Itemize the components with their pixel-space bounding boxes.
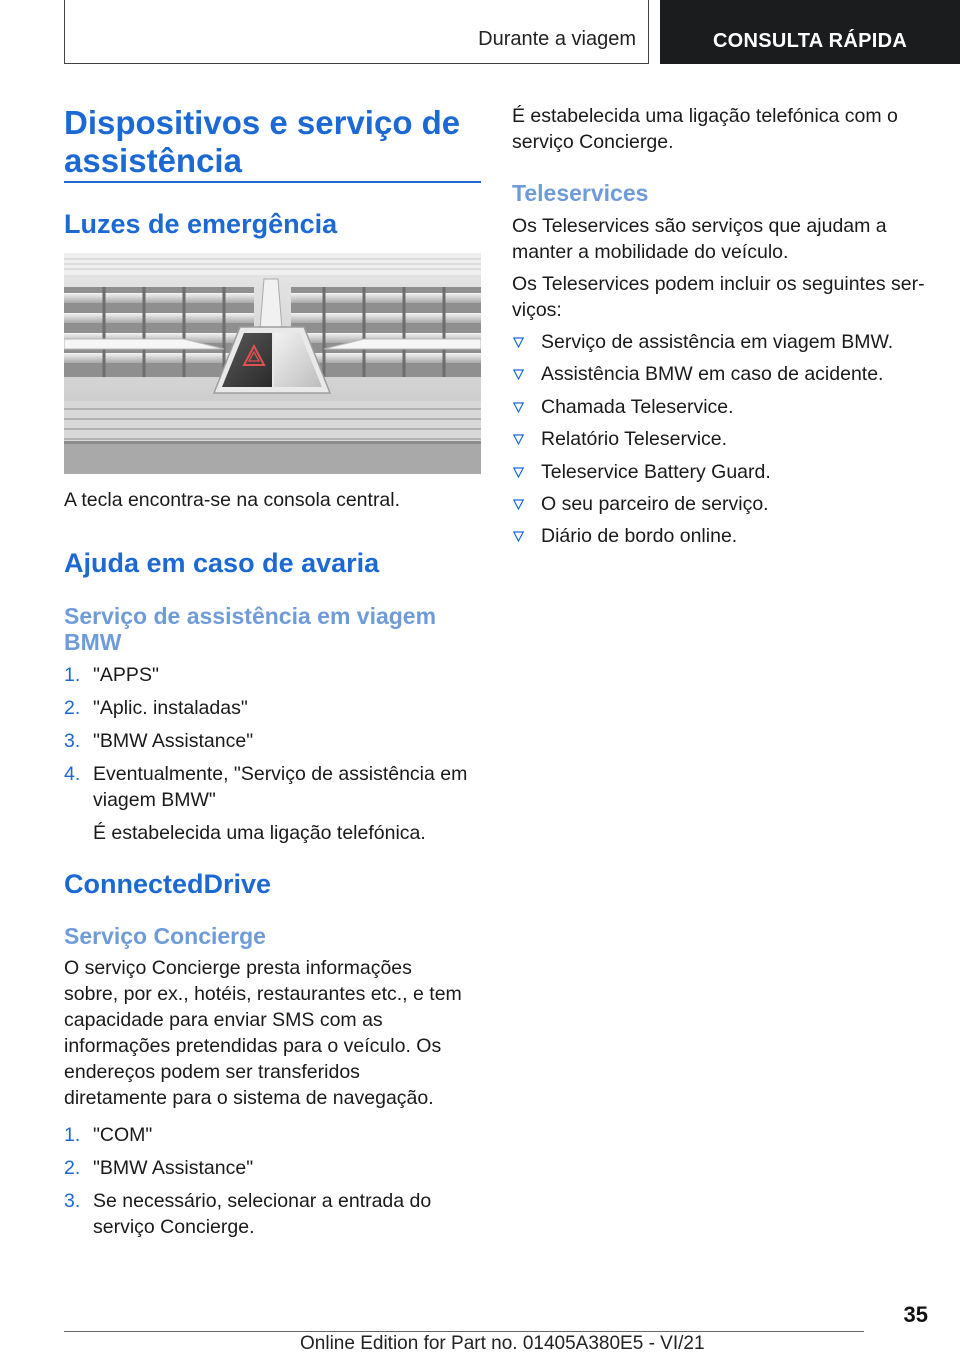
list-item: 2. "BMW Assistance": [64, 1157, 254, 1179]
list-item: 2. "Aplic. instaladas": [64, 697, 248, 719]
breakdown-steps: [64, 662, 481, 853]
triangle-bullet-icon: [513, 434, 524, 445]
page-number: 35: [903, 1302, 928, 1327]
concierge-connection-note: É estabelecida uma ligação telefónica com o serviço Concierge.: [512, 105, 898, 153]
step-note: É estabelecida uma ligação telefónica.: [93, 822, 426, 844]
page-title: Dispositivos e serviço de assistência: [64, 104, 461, 179]
concierge-description: O serviço Concierge presta informações sobre, por ex., hotéis, restaurantes etc., e tem capacidade para enviar SMS com as informações pretendidas para o veículo. Os endereços podem ser transferidos diretamente para o sistema de navegação.: [64, 957, 462, 1109]
list-item: 1. "COM": [64, 1124, 153, 1146]
triangle-bullet-icon: [513, 337, 524, 348]
list-item: Diário de bordo online.: [512, 523, 928, 549]
teleservices-description: Os Teleservices são serviços que ajudam a manter a mobilidade do veículo.: [512, 215, 887, 263]
header-frame: [64, 0, 649, 64]
triangle-bullet-icon: [513, 499, 524, 510]
footer-rule: [64, 1331, 864, 1332]
teleservices-heading: Teleservices: [512, 180, 649, 206]
connecteddrive-heading: ConnectedDrive: [64, 869, 272, 899]
list-item: 1. "APPS": [64, 664, 159, 686]
breakdown-heading: Ajuda em caso de avaria: [64, 548, 380, 578]
triangle-bullet-icon: [513, 402, 524, 413]
hazard-lights-heading: Luzes de emergência: [64, 209, 338, 239]
list-item: Relatório Teleservice.: [512, 426, 928, 452]
quick-reference-tab[interactable]: [660, 0, 960, 64]
list-item: Assistência BMW em caso de acidente.: [512, 361, 928, 387]
list-item: Serviço de assistência em viagem BMW.: [512, 329, 928, 355]
section-label: Durante a viagem: [478, 28, 636, 50]
concierge-subheading: Serviço Concierge: [64, 923, 266, 949]
edition-footer: Online Edition for Part no. 01405A380E5 - VI/21: [300, 1333, 705, 1354]
list-item: Chamada Teleservice.: [512, 394, 928, 420]
list-item: 3. Se necessário, selecionar a entrada do serviço Concierge.: [64, 1190, 432, 1238]
list-item: 4. Eventualmente, "Serviço de assistência em viagem BMW" É estabelecida uma ligação telefónica.: [64, 761, 481, 846]
teleservices-services-intro: Os Teleservices podem incluir os seguintes serviços:: [512, 273, 925, 321]
hazard-caption: A tecla encontra-se na consola central.: [64, 489, 401, 511]
teleservices-list: [512, 329, 928, 556]
triangle-bullet-icon: [513, 369, 524, 380]
triangle-bullet-icon: [513, 467, 524, 478]
console-hazard-button-image: [64, 253, 481, 474]
title-rule: [64, 181, 481, 183]
list-item: 3. "BMW Assistance": [64, 730, 254, 752]
tab-label: CONSULTA RÁPIDA: [712, 30, 908, 52]
list-item: Teleservice Battery Guard.: [512, 459, 928, 485]
list-item: O seu parceiro de serviço.: [512, 491, 928, 517]
triangle-bullet-icon: [513, 531, 524, 542]
roadside-assistance-subheading: Serviço de assistência em viagem BMW: [64, 603, 437, 655]
concierge-steps: [64, 1122, 466, 1247]
